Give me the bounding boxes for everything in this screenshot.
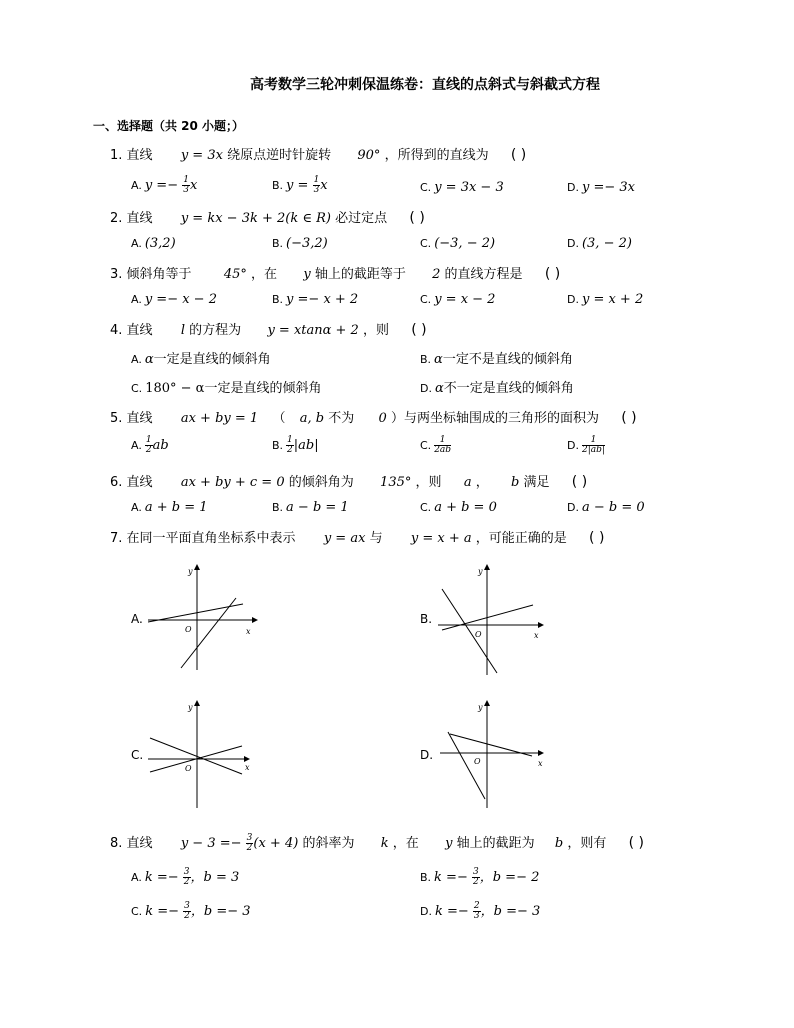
q7-graph-c[interactable] <box>148 696 258 810</box>
q1-option-d-math: y =− 3x <box>581 180 635 195</box>
q1-answer-blank[interactable]: ( ) <box>510 147 527 163</box>
question-7 <box>110 530 604 547</box>
q3-option-b-math: y =− x + 2 <box>286 292 359 307</box>
option-label: C. <box>420 501 432 514</box>
question-4 <box>110 322 427 339</box>
q8-option-b-math: k =− <box>434 870 472 885</box>
q4-option-d[interactable] <box>420 377 574 396</box>
fraction: $\frac{3}{2}$ <box>472 867 479 887</box>
question-8 <box>110 834 644 853</box>
option-label: B. <box>272 237 284 250</box>
option-label: D. <box>567 181 579 194</box>
q5-math-2: a, b <box>299 411 325 426</box>
option-label: C. <box>420 293 432 306</box>
q8-option-b[interactable] <box>420 866 539 887</box>
fraction: $\frac{1}{3}$ <box>313 175 320 195</box>
question-3 <box>110 266 560 283</box>
question-6 <box>110 474 587 491</box>
page-title: 高考数学三轮冲刺保温练卷：直线的点斜式与斜截式方程 <box>250 77 600 93</box>
section-heading: 一、选择题（共 20 小题；） <box>93 119 245 133</box>
q7-option-c-label[interactable]: C. <box>131 748 144 762</box>
q4-stem-2: 的方程为 <box>189 323 242 338</box>
fraction: $\frac{1}{2|ab|}$ <box>581 435 605 455</box>
y-axis-arrow <box>194 564 200 570</box>
q1-option-b-tail: x <box>320 178 328 193</box>
q8-option-d-math: k =− <box>434 904 473 919</box>
q8-option-b-tail: ，b =− 2 <box>479 870 540 885</box>
q7-math-2: y = x + a <box>410 531 472 546</box>
fraction: $\frac{3}{2}$ <box>246 833 253 853</box>
q6-option-c[interactable] <box>420 500 497 515</box>
q2-option-d-math: (3, − 2) <box>581 236 632 251</box>
option-label: A. <box>131 179 142 192</box>
q2-option-a[interactable] <box>131 236 176 251</box>
q3-option-c[interactable] <box>420 292 495 307</box>
option-label: A. <box>131 871 142 884</box>
q2-option-c[interactable] <box>420 236 495 251</box>
option-label: D. <box>567 439 579 452</box>
q1-stem-3: ，所得到的直线为 <box>384 148 489 163</box>
q5-option-a[interactable] <box>131 436 169 455</box>
option-label: A. <box>131 353 142 366</box>
option-label: D. <box>420 382 432 395</box>
q6-option-d[interactable] <box>567 500 645 515</box>
q7-option-a-label[interactable]: A. <box>131 612 143 626</box>
x-axis-label: x <box>246 627 251 636</box>
q3-stem-3: 轴上的截距等于 <box>314 267 406 282</box>
q6-answer-blank[interactable]: ( ) <box>571 474 588 490</box>
q5-answer-blank[interactable]: ( ) <box>621 410 637 426</box>
q4-option-b-math: α <box>434 352 443 367</box>
q5-stem-2: （ <box>272 411 286 426</box>
q2-option-b[interactable] <box>272 236 328 251</box>
q4-option-a[interactable] <box>131 348 271 367</box>
q4-option-d-text: 不一定是直线的倾斜角 <box>443 381 574 396</box>
q1-option-a-tail: x <box>189 178 198 193</box>
option-label: D. <box>420 905 432 918</box>
q6-math-1: ax + by + c = 0 <box>180 475 285 490</box>
q6-stem-3: ，则 <box>415 475 442 490</box>
q4-stem-1: 4. 直线 <box>110 323 153 338</box>
q2-option-b-math: (−3,2) <box>286 236 328 251</box>
question-2 <box>110 210 425 227</box>
q8-option-c[interactable] <box>131 900 251 921</box>
q8-option-d[interactable] <box>420 900 540 921</box>
q1-option-b[interactable] <box>272 176 328 195</box>
question-5 <box>110 410 637 427</box>
q8-math-1b: (x + 4) <box>253 836 299 851</box>
x-axis-arrow <box>252 617 258 623</box>
q1-option-a-math: y =− <box>144 178 183 193</box>
y-axis-label: y <box>188 567 193 576</box>
q3-stem-2: ，在 <box>251 267 278 282</box>
fraction: $\frac{1}{2}$ <box>287 435 293 455</box>
q6-stem-2: 的倾斜角为 <box>288 475 354 490</box>
q1-option-a[interactable] <box>131 176 197 195</box>
option-label: B. <box>272 501 284 514</box>
q8-option-a-tail: ，b = 3 <box>190 870 240 885</box>
q8-math-4: b <box>554 836 564 851</box>
q3-option-d-math: y = x + 2 <box>581 292 644 307</box>
option-label: B. <box>272 293 284 306</box>
graph-line-2 <box>442 589 497 673</box>
option-label: C. <box>420 237 432 250</box>
q4-option-c-math: 180° − α <box>145 381 205 396</box>
option-label: C. <box>420 181 432 194</box>
q2-stem-1: 2. 直线 <box>110 211 153 226</box>
origin-label: O <box>185 625 192 634</box>
q5-option-b-tail: |ab| <box>293 438 319 453</box>
y-axis-label: y <box>188 703 193 712</box>
q8-math-1a: y − 3 =− <box>180 836 246 851</box>
q8-math-2: k <box>380 836 389 851</box>
q7-graph-b[interactable] <box>438 560 550 678</box>
q4-option-b[interactable] <box>420 348 573 367</box>
q7-option-b-label[interactable]: B. <box>420 612 433 626</box>
q5-option-d[interactable] <box>567 436 605 455</box>
x-axis-label: x <box>534 631 539 640</box>
q1-option-c[interactable] <box>420 180 504 195</box>
option-label: B. <box>420 871 432 884</box>
q5-option-b[interactable] <box>272 436 319 455</box>
q3-option-a-math: y =− x − 2 <box>144 292 217 307</box>
q3-math-3: 2 <box>432 267 441 282</box>
q1-option-b-math: y = <box>286 178 313 193</box>
q6-math-3: a <box>463 475 472 490</box>
q1-math-1: y = 3x <box>180 148 223 163</box>
q1-stem-1: 1. 直线 <box>110 148 153 163</box>
q1-option-c-math: y = 3x − 3 <box>434 180 504 195</box>
y-axis-arrow <box>484 700 490 706</box>
q5-math-1: ax + by = 1 <box>180 411 259 426</box>
option-label: A. <box>131 293 142 306</box>
q6-option-b-math: a − b = 1 <box>286 500 349 515</box>
q1-math-2: 90° <box>357 148 381 163</box>
fraction: $\frac{3}{2}$ <box>184 901 190 921</box>
option-label: C. <box>131 905 143 918</box>
option-label: B. <box>272 179 284 192</box>
q8-stem-1: 8. 直线 <box>110 836 153 851</box>
q3-math-1: 45° <box>223 267 247 282</box>
option-label: D. <box>567 501 579 514</box>
q2-option-c-math: (−3, − 2) <box>434 236 496 251</box>
option-label: A. <box>131 237 142 250</box>
q3-answer-blank[interactable]: ( ) <box>544 266 561 282</box>
q5-stem-1: 5. 直线 <box>110 411 153 426</box>
q3-option-a[interactable] <box>131 292 217 307</box>
q2-math-1: y = kx − 3k + 2(k ∈ R) <box>180 211 331 226</box>
x-axis-arrow <box>538 622 544 628</box>
x-axis-arrow <box>538 750 544 756</box>
option-label: C. <box>420 439 432 452</box>
q2-answer-blank[interactable]: ( ) <box>409 210 425 226</box>
q8-stem-2: 的斜率为 <box>302 836 355 851</box>
q7-answer-blank[interactable]: ( ) <box>589 530 605 546</box>
q8-stem-5: ，则有 <box>567 836 607 851</box>
q6-option-a-math: a + b = 1 <box>144 500 208 515</box>
q2-option-a-math: (3,2) <box>144 236 176 251</box>
q5-option-a-tail: ab <box>152 438 169 453</box>
q4-answer-blank[interactable]: ( ) <box>411 322 427 338</box>
x-axis-label: x <box>245 763 250 772</box>
q4-math-2: y = xtanα + 2 <box>267 323 359 338</box>
q8-math-3: y <box>445 836 453 851</box>
q7-math-1: y = ax <box>323 531 366 546</box>
option-label: C. <box>131 382 143 395</box>
q6-stem-1: 6. 直线 <box>110 475 153 490</box>
origin-label: O <box>474 757 481 766</box>
q8-option-a-math: k =− <box>144 870 183 885</box>
q8-option-a[interactable] <box>131 866 239 887</box>
q6-option-d-math: a − b = 0 <box>581 500 645 515</box>
q4-stem-3: ，则 <box>362 323 389 338</box>
q4-math-1: l <box>180 323 185 338</box>
q4-option-b-text: 一定不是直线的倾斜角 <box>442 352 573 367</box>
q6-option-a[interactable] <box>131 500 208 515</box>
option-label: B. <box>272 439 284 452</box>
q8-option-c-tail: ，b =− 3 <box>190 904 251 919</box>
q5-math-3: 0 <box>378 411 387 426</box>
x-axis-arrow <box>244 756 250 762</box>
q3-stem-4: 的直线方程是 <box>444 267 523 282</box>
q2-stem-2: 必过定点 <box>335 211 388 226</box>
q4-option-d-math: α <box>434 381 444 396</box>
q4-option-c-text: 一定是直线的倾斜角 <box>204 381 322 396</box>
q3-option-c-math: y = x − 2 <box>434 292 496 307</box>
q6-option-c-math: a + b = 0 <box>434 500 497 515</box>
option-label: A. <box>131 439 142 452</box>
q3-option-d[interactable] <box>567 292 643 307</box>
option-label: D. <box>567 293 579 306</box>
q3-math-2: y <box>303 267 311 282</box>
q4-option-a-math: α <box>144 352 154 367</box>
q6-option-b[interactable] <box>272 500 349 515</box>
q6-stem-5: 满足 <box>523 475 550 490</box>
q8-stem-3: ，在 <box>392 836 419 851</box>
q1-stem-2: 绕原点逆时针旋转 <box>227 148 332 163</box>
q8-option-d-tail: ，b =− 3 <box>480 904 541 919</box>
q4-option-a-text: 一定是直线的倾斜角 <box>153 352 271 367</box>
q8-answer-blank[interactable]: ( ) <box>628 835 644 851</box>
q8-stem-4: 轴上的截距为 <box>456 836 535 851</box>
option-label: B. <box>420 353 432 366</box>
fraction: $\frac{2}{3}$ <box>473 901 480 921</box>
q5-stem-3: 不为 <box>328 411 355 426</box>
q2-option-d[interactable] <box>567 236 632 251</box>
fraction: $\frac{1}{2ab}$ <box>434 435 452 455</box>
y-axis-arrow <box>484 564 490 570</box>
q6-math-2: 135° <box>380 475 412 490</box>
fraction: $\frac{3}{2}$ <box>183 867 190 887</box>
q7-graph-d[interactable] <box>440 696 550 810</box>
option-label: A. <box>131 501 142 514</box>
q5-option-c[interactable] <box>420 436 451 455</box>
y-axis-label: y <box>478 703 483 712</box>
origin-label: O <box>475 630 482 639</box>
q7-graph-a[interactable] <box>148 560 260 672</box>
fraction: $\frac{1}{3}$ <box>183 175 189 195</box>
q7-stem-2: 与 <box>369 531 383 546</box>
q8-option-c-math: k =− <box>145 904 184 919</box>
y-axis-arrow <box>194 700 200 706</box>
q1-option-d[interactable] <box>567 180 635 195</box>
q6-math-4: b <box>511 475 520 490</box>
y-axis-label: y <box>478 567 483 576</box>
q7-stem-3: ，可能正确的是 <box>475 531 567 546</box>
q6-stem-4: ， <box>475 475 489 490</box>
origin-label: O <box>185 764 192 773</box>
q7-stem-1: 7. 在同一平面直角坐标系中表示 <box>110 531 296 546</box>
q3-stem-1: 3. 倾斜角等于 <box>110 267 192 282</box>
question-1 <box>110 147 526 164</box>
q5-stem-4: ）与两坐标轴围成的三角形的面积为 <box>390 411 599 426</box>
q3-option-b[interactable] <box>272 292 358 307</box>
fraction: $\frac{1}{2}$ <box>145 435 152 455</box>
q4-option-c[interactable] <box>131 377 321 396</box>
option-label: D. <box>567 237 579 250</box>
q7-option-d-label[interactable]: D. <box>420 748 434 762</box>
x-axis-label: x <box>538 759 543 768</box>
